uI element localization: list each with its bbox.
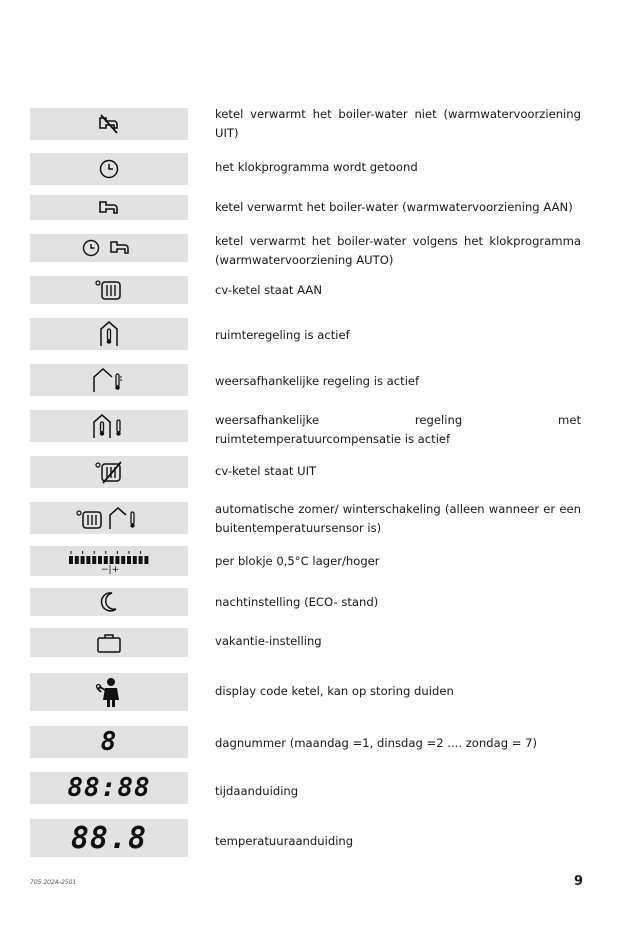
icon-box	[30, 410, 188, 442]
icon-box	[30, 364, 188, 396]
icon-box	[30, 195, 188, 220]
scale-block	[92, 556, 96, 564]
scale-label: −|+	[101, 565, 120, 574]
page-number: 9	[573, 874, 583, 889]
scale-block	[86, 556, 90, 564]
legend-text: het klokprogramma wordt getoond	[215, 160, 418, 174]
moon-icon	[99, 591, 119, 613]
icon-box	[30, 772, 188, 804]
bar-scale-icon	[67, 548, 151, 574]
legend-text: tijdaanduiding	[215, 784, 299, 798]
legend-text: display code ketel, kan op storing duiden	[215, 684, 454, 698]
legend-text: dagnummer (maandag =1, dinsdag =2 .... zondag = 7)	[215, 736, 538, 750]
scale-block	[115, 556, 119, 564]
clock-icon	[98, 158, 120, 180]
legend-text: weersafhankelijke regeling met ruimtetemperatuurcompensatie is actief	[215, 413, 581, 446]
scale-tick	[82, 551, 83, 554]
icon-box	[30, 276, 188, 304]
scale-tick	[117, 551, 118, 554]
legend-text: weersafhankelijke regeling is actief	[215, 374, 420, 388]
icon-box	[30, 502, 188, 534]
scale-tick	[71, 551, 72, 554]
scale-block	[98, 556, 102, 564]
scale-tick	[140, 551, 141, 554]
radiator-house-thermometer-icon	[75, 505, 143, 531]
tap-icon	[97, 199, 121, 217]
scale-tick	[129, 551, 130, 554]
legend-text: cv-ketel staat AAN	[215, 283, 323, 297]
segment-digit-icon: 8	[100, 727, 118, 757]
segment-time-icon: 88:88	[67, 773, 151, 803]
legend-text: nachtinstelling (ECO- stand)	[215, 595, 379, 609]
scale-tick	[105, 551, 106, 554]
icon-box	[30, 108, 188, 140]
scale-block	[110, 556, 114, 564]
scale-block	[144, 556, 148, 564]
scale-block	[139, 556, 143, 564]
scale-block	[127, 556, 131, 564]
legend-text: vakantie-instelling	[215, 634, 322, 648]
legend-text: automatische zomer/ winterschakeling (alleen wanneer er een buitentemperatuursensor is)	[215, 502, 581, 535]
suitcase-icon	[96, 632, 122, 654]
technician-icon	[95, 676, 123, 708]
scale-block	[104, 556, 108, 564]
legend-text: ketel verwarmt het boiler-water volgens het klokprogramma (warmwatervoorziening AUTO)	[215, 234, 581, 267]
icon-box	[30, 234, 188, 262]
scale-block	[81, 556, 85, 564]
clock-tap-icon	[81, 237, 137, 259]
legend-text: cv-ketel staat UIT	[215, 464, 317, 478]
icon-box	[30, 318, 188, 350]
icon-box	[30, 819, 188, 857]
scale-tick	[94, 551, 95, 554]
radiator-crossed-icon	[94, 460, 124, 484]
scale-block	[69, 556, 73, 564]
legend-text: ruimteregeling is actief	[215, 328, 350, 342]
document-code: 705 202A-2501	[30, 879, 77, 886]
icon-box	[30, 546, 188, 576]
segment-temp-icon: 88.8	[70, 820, 148, 856]
room-house-thermometer-icon	[91, 412, 127, 440]
legend-text: temperatuuraanduiding	[215, 834, 354, 848]
icon-box	[30, 628, 188, 657]
scale-block	[121, 556, 125, 564]
icon-box	[30, 153, 188, 185]
scale-block	[133, 556, 137, 564]
icon-box	[30, 673, 188, 711]
scale-block	[75, 556, 79, 564]
radiator-icon	[94, 279, 124, 301]
room-thermometer-icon	[98, 320, 120, 348]
legend-text: ketel verwarmt het boiler-water niet (warmwatervoorziening UIT)	[215, 107, 581, 140]
house-thermometer-icon	[91, 366, 127, 394]
legend-text: per blokje 0,5°C lager/hoger	[215, 554, 380, 568]
icon-box	[30, 456, 188, 488]
legend-text: ketel verwarmt het boiler-water (warmwatervoorziening AAN)	[215, 200, 573, 214]
tap-crossed-icon	[96, 113, 122, 135]
icon-box	[30, 588, 188, 616]
icon-box	[30, 726, 188, 758]
